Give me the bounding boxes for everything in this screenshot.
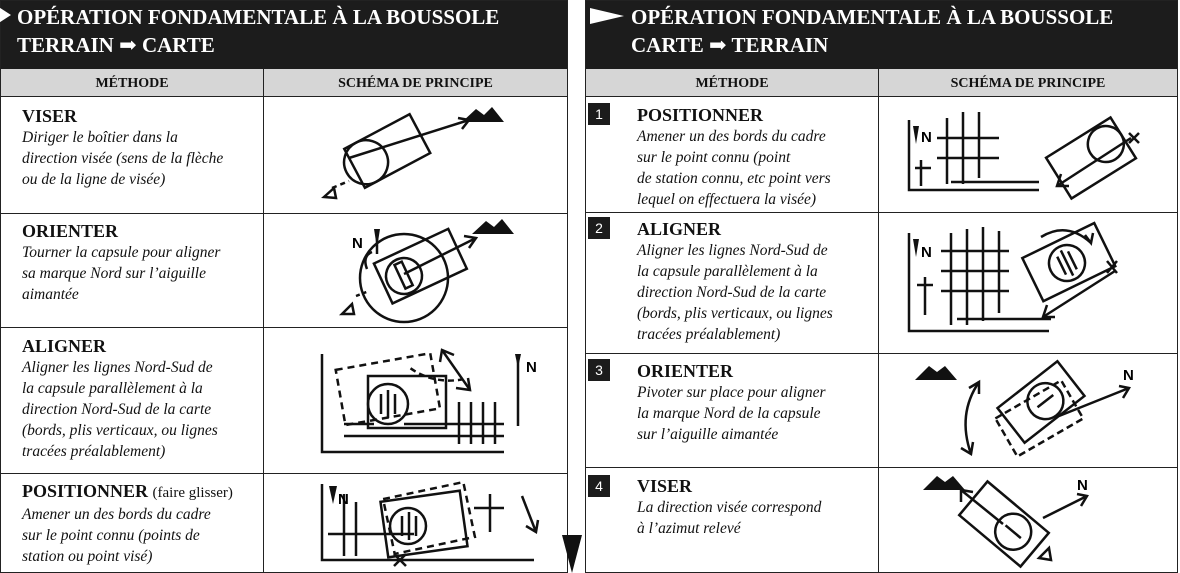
north-label: N (921, 244, 932, 261)
row-desc-line: la capsule parallèlement à la (22, 380, 203, 397)
row-desc-line: tracées préalablement) (637, 326, 781, 343)
row-desc-line: la capsule parallèlement à la (637, 263, 818, 280)
header-title-line2: TERRAIN ➡ CARTE (17, 33, 215, 57)
row-desc-line: sur l’aiguille aimantée (637, 426, 779, 443)
schema-orienter (264, 214, 567, 327)
row-desc-line: Amener un des bords du cadre (637, 128, 826, 145)
header-title-line1: OPÉRATION FONDAMENTALE À LA BOUSSOLE (631, 5, 1114, 29)
mountain-icon (462, 107, 504, 122)
row-desc-line: direction Nord-Sud de la carte (637, 284, 827, 301)
col-methode: MÉTHODE (1, 69, 263, 97)
row-title: VISER (637, 476, 693, 496)
col-methode: MÉTHODE (586, 69, 878, 97)
row-desc-line: tracées préalablement) (22, 443, 166, 460)
schema-viser (879, 468, 1177, 573)
row-viser (22, 105, 262, 190)
row-desc-line: (bords, plis verticaux, ou lignes (22, 422, 218, 439)
row-desc-line: Aligner les lignes Nord-Sud de (637, 242, 828, 259)
col-schema: SCHÉMA DE PRINCIPE (878, 69, 1177, 97)
header-arrow-icon (0, 6, 11, 24)
step-number: 4 (588, 475, 610, 497)
row-title: ORIENTER (637, 361, 734, 381)
row-desc-line: Amener un des bords du cadre (22, 506, 211, 523)
row-desc-line: sur le point connu (points de (22, 527, 200, 544)
row-desc-line: station ou point visé) (22, 548, 153, 565)
row-orienter (637, 360, 877, 445)
row-orienter (22, 220, 262, 305)
row-desc-line: Tourner la capsule pour aligner (22, 244, 221, 261)
panel-terrain-carte (0, 0, 568, 573)
row-desc-line: La direction visée correspond (637, 499, 822, 516)
row-desc-line: Diriger le boîtier dans la (22, 129, 178, 146)
schema-positionner (264, 474, 567, 573)
mountain-icon (923, 476, 965, 490)
row-title-sub: (faire glisser) (152, 485, 233, 501)
north-label: N (1123, 367, 1134, 384)
row-desc-line: de station connu, etc point vers (637, 170, 831, 187)
row-viser (637, 475, 877, 539)
row-title: ALIGNER (22, 336, 107, 356)
row-desc-line: (bords, plis verticaux, ou lignes (637, 305, 833, 322)
row-title (22, 480, 262, 504)
row-desc-line: sur le point connu (point (637, 149, 791, 166)
row-aligner (637, 218, 877, 345)
row-desc-line: direction Nord-Sud de la carte (22, 401, 212, 418)
down-arrow-icon (562, 535, 582, 573)
row-desc-line: Aligner les lignes Nord-Sud de (22, 359, 213, 376)
header-terrain-carte (1, 1, 567, 69)
schema-aligner (879, 213, 1177, 353)
north-label: N (338, 491, 349, 508)
row-title: VISER (22, 106, 78, 126)
row-positionner (22, 480, 262, 567)
col-schema: SCHÉMA DE PRINCIPE (263, 69, 567, 97)
schema-viser (264, 98, 567, 212)
mountain-icon (472, 219, 514, 234)
row-desc-line: aimantée (22, 286, 79, 303)
row-title-text: POSITIONNER (22, 481, 149, 501)
header-title-line2: CARTE ➡ TERRAIN (631, 33, 829, 57)
row-title: ORIENTER (22, 221, 119, 241)
north-label: N (921, 129, 932, 146)
mountain-icon (915, 366, 957, 380)
row-desc-line: ou de la ligne de visée) (22, 171, 166, 188)
north-label: N (1077, 477, 1088, 494)
row-title: ALIGNER (637, 219, 722, 239)
header-carte-terrain (586, 1, 1177, 69)
schema-aligner (264, 328, 567, 473)
row-title: POSITIONNER (637, 105, 764, 125)
schema-orienter (879, 354, 1177, 467)
row-aligner (22, 335, 262, 462)
header-arrow-icon (590, 8, 624, 24)
schema-positionner (879, 98, 1177, 211)
north-label: N (352, 235, 363, 252)
step-number: 2 (588, 217, 610, 239)
step-number: 3 (588, 359, 610, 381)
row-desc-line: direction visée (sens de la flèche (22, 150, 224, 167)
row-desc-line: sa marque Nord sur l’aiguille (22, 265, 206, 282)
row-positionner (637, 104, 877, 210)
row-desc-line: lequel on effectuera la visée) (637, 191, 817, 208)
panel-carte-terrain (585, 0, 1178, 573)
row-desc-line: Pivoter sur place pour aligner (637, 384, 826, 401)
row-desc-line: la marque Nord de la capsule (637, 405, 821, 422)
step-number: 1 (588, 103, 610, 125)
row-desc-line: à l’azimut relevé (637, 520, 741, 537)
north-label: N (526, 359, 537, 376)
header-title-line1: OPÉRATION FONDAMENTALE À LA BOUSSOLE (17, 5, 500, 29)
